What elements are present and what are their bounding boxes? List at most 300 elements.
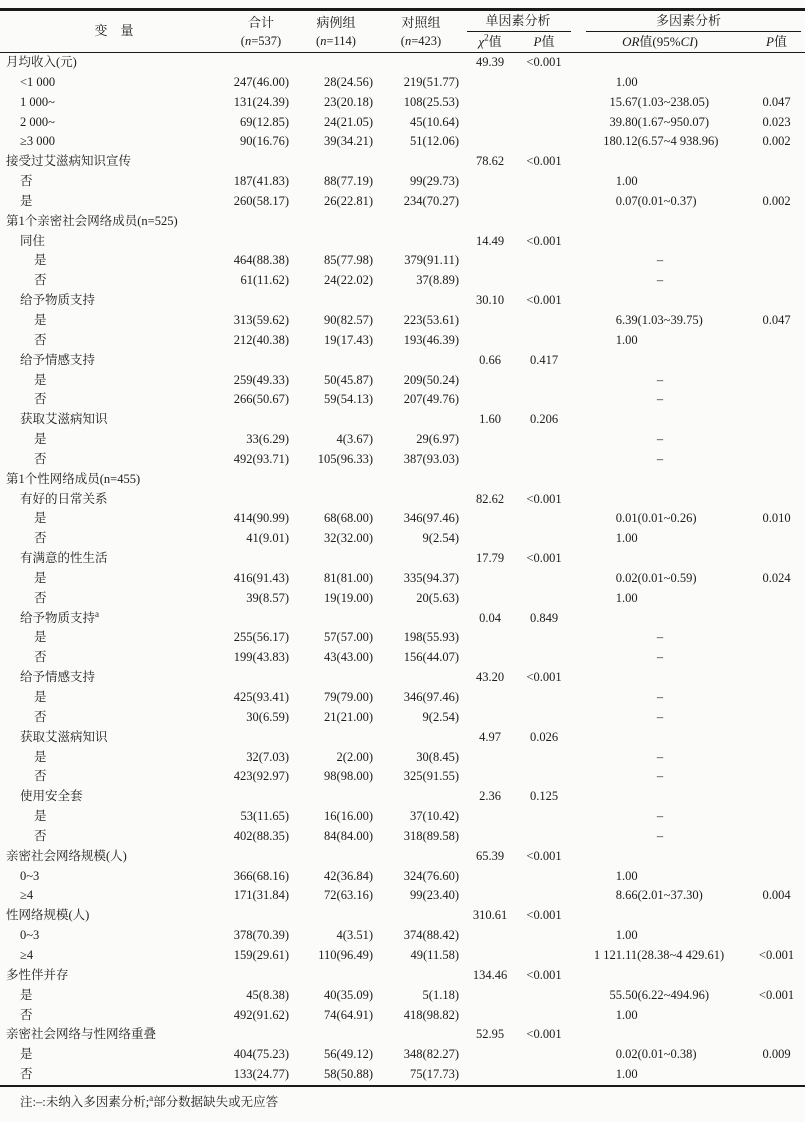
case-group-cell: 50(45.87)	[324, 372, 373, 387]
case-group-cell: 24(22.02)	[324, 273, 373, 288]
chi-square-cell	[464, 311, 516, 331]
header-row-groups	[0, 10, 805, 32]
chi-square-cell	[464, 450, 516, 470]
p-value-multivariate-cell	[748, 589, 805, 609]
row-label: 给予情感支持	[20, 352, 96, 367]
total-cell	[228, 232, 294, 252]
table-row	[0, 986, 805, 1006]
chi-square-cell: 310.61	[472, 908, 508, 923]
case-group-header-label: 病例组	[316, 14, 356, 30]
p-value-multivariate-cell	[748, 827, 805, 847]
control-group-cell: 387(93.03)	[403, 451, 459, 466]
p-value-univariate-cell	[516, 450, 572, 470]
or-95ci-cell: 15.67(1.03~238.05)	[609, 94, 709, 109]
or-95ci-cell	[572, 212, 748, 232]
control-group-cell: 49(11.58)	[410, 947, 459, 962]
row-label: 否	[34, 769, 47, 784]
p-value-univariate-cell: <0.001	[526, 551, 562, 566]
total-cell	[228, 410, 294, 430]
or-95ci-cell	[572, 549, 748, 569]
p-value-univariate-cell	[516, 192, 572, 212]
case-group-cell: 81(81.00)	[324, 570, 373, 585]
or-95ci-cell	[572, 232, 748, 252]
table-row	[0, 132, 805, 152]
case-group-cell: 58(50.88)	[324, 1067, 373, 1082]
p-value-multivariate-cell: 0.024	[762, 570, 791, 585]
or-95ci-cell	[572, 668, 748, 688]
case-group-cell: 16(16.00)	[324, 809, 373, 824]
case-group-cell: 19(17.43)	[324, 332, 373, 347]
p-value-multivariate-cell: 0.002	[762, 193, 791, 208]
p-value-univariate-cell: 0.849	[529, 610, 559, 625]
p-value-multivariate-cell: 0.002	[762, 134, 791, 149]
total-cell: 402(88.35)	[233, 828, 289, 843]
p-value-univariate-cell: <0.001	[526, 670, 562, 685]
control-group-cell: 30(8.45)	[416, 749, 459, 764]
case-group-cell: 4(3.67)	[336, 432, 373, 447]
table-row	[0, 728, 805, 748]
p-value-multivariate-cell	[748, 549, 805, 569]
total-cell: 41(9.01)	[246, 531, 289, 546]
or-95ci-cell	[572, 53, 748, 73]
table-row	[0, 232, 805, 252]
total-cell: 33(6.29)	[246, 432, 289, 447]
control-group-cell: 51(12.06)	[410, 134, 459, 149]
table-row	[0, 569, 805, 589]
p-value-multivariate-cell	[748, 1006, 805, 1026]
case-group-cell: 72(63.16)	[324, 888, 373, 903]
or-95ci-cell: 0.02(0.01~0.38)	[615, 1047, 697, 1062]
total-cell: 32(7.03)	[246, 749, 289, 764]
p-value-multivariate-cell	[748, 688, 805, 708]
or-95ci-cell: –	[656, 432, 664, 447]
p-value-multivariate-cell	[748, 470, 805, 490]
table-row	[0, 291, 805, 311]
row-label: 获取艾滋病知识	[20, 729, 108, 744]
case-group-cell: 79(79.00)	[324, 690, 373, 704]
control-group-cell	[378, 1025, 464, 1045]
row-label: 给予物质支持$^a$	[20, 608, 100, 625]
chi-square-cell	[464, 648, 516, 668]
control-group-cell	[378, 152, 464, 172]
control-group-cell: 20(5.63)	[416, 590, 459, 605]
total-cell: 247(46.00)	[233, 74, 289, 89]
control-group-cell: 207(49.76)	[403, 392, 459, 407]
chi-square-cell: 82.62	[475, 491, 505, 506]
chi-square-cell	[464, 470, 516, 490]
table-row	[0, 1065, 805, 1086]
control-group-cell: 99(23.40)	[410, 888, 459, 903]
col-header-control-group	[378, 10, 464, 53]
total-cell: 39(8.57)	[246, 590, 289, 605]
p-value-univariate-cell	[516, 271, 572, 291]
chi-square-cell	[464, 986, 516, 1006]
table-row	[0, 867, 805, 887]
control-group-cell: 37(8.89)	[416, 273, 459, 288]
row-label: 给予情感支持	[20, 670, 96, 685]
control-group-cell	[378, 232, 464, 252]
case-group-cell: 26(22.81)	[324, 193, 373, 208]
or-95ci-cell: –	[656, 690, 664, 704]
or-95ci-cell	[572, 490, 748, 510]
control-group-cell	[378, 966, 464, 986]
or-95ci-cell: –	[656, 392, 664, 407]
p-value-univariate-cell	[516, 886, 572, 906]
p-value-multivariate-cell	[748, 787, 805, 807]
total-cell	[228, 728, 294, 748]
control-group-cell	[378, 549, 464, 569]
case-group-cell	[294, 490, 378, 510]
p-value-multivariate-cell	[748, 271, 805, 291]
p-value-univariate-cell	[516, 589, 572, 609]
control-group-cell	[378, 728, 464, 748]
row-label: 亲密社会网络与性网络重叠	[6, 1027, 157, 1042]
table-row	[0, 53, 805, 73]
table-row	[0, 589, 805, 609]
p-value-multivariate-cell	[748, 966, 805, 986]
table-row	[0, 926, 805, 946]
p-value-univariate-cell	[516, 172, 572, 192]
p-value-multivariate-cell	[748, 73, 805, 93]
table-row	[0, 351, 805, 371]
p-value-multivariate-cell	[748, 152, 805, 172]
total-cell: 492(91.62)	[233, 1007, 289, 1022]
p-value-multivariate-cell	[748, 291, 805, 311]
table-row	[0, 1006, 805, 1026]
row-label: 有好的日常关系	[20, 491, 108, 506]
p-value-univariate-cell: <0.001	[526, 233, 562, 248]
p-value-univariate-cell: 0.417	[529, 352, 559, 367]
row-label: 是	[20, 193, 33, 208]
table-row	[0, 212, 805, 232]
p-value-multivariate-cell	[748, 172, 805, 192]
or-95ci-cell: 6.39(1.03~39.75)	[615, 312, 703, 327]
row-label: 接受过艾滋病知识宣传	[6, 154, 132, 169]
col-header-chi-square-value: $\chi^2$值	[464, 32, 516, 53]
multivariate-title: 多因素分析	[656, 13, 722, 28]
col-group-multivariate-analysis	[572, 10, 805, 32]
control-group-header-n: (n=423)	[400, 33, 442, 48]
table-row	[0, 529, 805, 549]
chi-square-cell	[464, 867, 516, 887]
p-value-multivariate-cell	[748, 668, 805, 688]
p-value-univariate-cell	[516, 529, 572, 549]
control-group-cell: 325(91.55)	[403, 769, 459, 784]
row-label: 0~3	[20, 868, 40, 883]
or-95ci-cell: 180.12(6.57~4 938.96)	[603, 134, 719, 149]
p-value-multivariate-cell	[748, 529, 805, 549]
p-value-univariate-cell	[516, 946, 572, 966]
row-label: 同住	[20, 233, 46, 248]
row-label: 月均收入(元)	[6, 55, 77, 69]
control-group-cell: 99(29.73)	[410, 174, 459, 189]
chi-square-cell: 65.39	[475, 848, 505, 863]
p-value-multivariate-cell	[748, 212, 805, 232]
p-value-univariate-cell	[516, 509, 572, 529]
row-label: 否	[34, 590, 47, 605]
row-label: 否	[34, 451, 47, 466]
control-group-cell: 156(44.07)	[403, 650, 459, 665]
or-95ci-cell	[572, 1025, 748, 1045]
table-row	[0, 787, 805, 807]
total-cell: 255(56.17)	[233, 630, 289, 645]
or-95ci-cell	[572, 966, 748, 986]
p-value-univariate-cell: <0.001	[526, 848, 562, 863]
case-group-cell: 28(24.56)	[324, 74, 373, 89]
control-group-cell: 374(88.42)	[403, 928, 459, 943]
or-95ci-cell	[572, 291, 748, 311]
total-cell	[228, 470, 294, 490]
or-95ci-cell: 0.07(0.01~0.37)	[615, 193, 697, 208]
total-cell: 492(93.71)	[233, 451, 289, 466]
row-label: 是	[34, 253, 47, 268]
table-row	[0, 946, 805, 966]
control-group-cell	[378, 53, 464, 73]
total-cell: 464(88.38)	[233, 253, 289, 268]
p-value-multivariate-cell: <0.001	[758, 947, 795, 962]
p-value-multivariate-cell	[748, 410, 805, 430]
chi-square-cell	[464, 529, 516, 549]
p-value-multivariate-cell	[748, 371, 805, 391]
p-value-multivariate-cell	[748, 430, 805, 450]
total-cell: 366(68.16)	[233, 868, 289, 883]
p-value-univariate-cell: <0.001	[526, 293, 562, 308]
p-value-multivariate-cell	[748, 232, 805, 252]
row-label: 是	[34, 809, 47, 824]
table-row	[0, 93, 805, 113]
total-header-n: (n=537)	[240, 33, 282, 48]
row-label: 否	[20, 1067, 33, 1082]
table-row	[0, 172, 805, 192]
case-group-cell: 42(36.84)	[324, 868, 373, 883]
chi-square-cell: 4.97	[479, 729, 501, 744]
p-value-univariate-cell	[516, 93, 572, 113]
chi-square-cell: 49.39	[475, 55, 505, 69]
or-95ci-cell	[572, 728, 748, 748]
p-value-multivariate-cell	[748, 748, 805, 768]
case-group-cell: 23(20.18)	[324, 94, 373, 109]
row-label: 是	[20, 1047, 33, 1062]
p-value-univariate-cell	[516, 390, 572, 410]
case-group-cell	[294, 966, 378, 986]
or-95ci-cell	[572, 351, 748, 371]
chi-square-cell: 17.79	[475, 551, 505, 566]
col-header-or-95ci: OR值(95%CI)	[572, 32, 748, 53]
p-value-univariate-cell: 0.026	[529, 729, 559, 744]
p-value-univariate-cell	[516, 708, 572, 728]
p-value-univariate-cell: <0.001	[526, 154, 562, 169]
row-label: 使用安全套	[20, 789, 83, 804]
p-value-univariate-cell	[516, 767, 572, 787]
control-group-cell: 324(76.60)	[403, 868, 459, 883]
row-label: 是	[34, 570, 47, 585]
p-value-univariate-cell: <0.001	[526, 55, 562, 69]
control-group-cell: 108(25.53)	[403, 94, 459, 109]
case-group-cell: 90(82.57)	[324, 312, 373, 327]
chi-square-cell	[464, 113, 516, 133]
or-95ci-cell: 1.00	[615, 590, 638, 605]
stats-table	[0, 8, 805, 1087]
table-row	[0, 847, 805, 867]
control-group-cell	[378, 847, 464, 867]
row-label: 是	[34, 749, 47, 764]
row-label: 否	[34, 332, 47, 347]
case-group-cell: 68(68.00)	[324, 511, 373, 526]
total-cell: 313(59.62)	[233, 312, 289, 327]
chi-square-cell	[464, 212, 516, 232]
total-cell: 199(43.83)	[233, 650, 289, 665]
control-group-cell: 9(2.54)	[422, 709, 459, 724]
p-value-multivariate-cell	[748, 708, 805, 728]
total-cell	[228, 549, 294, 569]
p-value-multivariate-cell	[748, 450, 805, 470]
total-cell: 212(40.38)	[233, 332, 289, 347]
total-cell: 30(6.59)	[246, 709, 289, 724]
total-cell: 171(31.84)	[233, 888, 289, 903]
chi-square-cell: 43.20	[475, 670, 505, 685]
p-value-multivariate-cell	[748, 609, 805, 629]
table-row	[0, 371, 805, 391]
p-value-univariate-cell	[516, 430, 572, 450]
table-row	[0, 807, 805, 827]
chi-square-cell	[464, 93, 516, 113]
control-group-cell: 318(89.58)	[403, 828, 459, 843]
total-cell	[228, 1025, 294, 1045]
chi-square-cell	[464, 628, 516, 648]
table-row	[0, 1045, 805, 1065]
col-header-p-value-univariate: P值	[516, 32, 572, 53]
chi-square-cell	[464, 192, 516, 212]
or-95ci-cell: 1 121.11(28.38~4 429.61)	[593, 947, 725, 962]
p-value-univariate-cell: <0.001	[526, 491, 562, 506]
row-label: 有满意的性生活	[20, 551, 108, 566]
p-value-univariate-cell	[516, 986, 572, 1006]
case-group-cell	[294, 212, 378, 232]
or-95ci-cell: 1.00	[615, 332, 638, 347]
chi-square-cell	[464, 331, 516, 351]
control-group-header-label: 对照组	[401, 14, 441, 30]
total-cell: 133(24.77)	[233, 1067, 289, 1082]
table-row	[0, 410, 805, 430]
control-group-cell	[378, 212, 464, 232]
control-group-cell: 198(55.93)	[403, 630, 459, 645]
total-cell	[228, 212, 294, 232]
p-value-multivariate-cell: 0.047	[762, 312, 791, 327]
chi-square-cell: 14.49	[475, 233, 505, 248]
chi-square-cell	[464, 886, 516, 906]
p-value-univariate-cell	[516, 73, 572, 93]
control-group-cell	[378, 291, 464, 311]
total-cell	[228, 351, 294, 371]
row-label: ≥4	[20, 888, 34, 903]
p-value-univariate-cell	[516, 331, 572, 351]
p-value-univariate-cell	[516, 688, 572, 708]
row-label: 是	[34, 372, 47, 387]
case-group-cell: 56(49.12)	[324, 1047, 373, 1062]
table-row	[0, 450, 805, 470]
control-group-cell: 223(53.61)	[403, 312, 459, 327]
p-value-univariate-cell	[516, 311, 572, 331]
row-label: 性网络规模(人)	[6, 908, 90, 923]
variable-header-label: 变 量	[94, 23, 134, 39]
control-group-cell: 219(51.77)	[403, 74, 459, 89]
row-label: 否	[34, 828, 47, 843]
total-header-label: 合计	[247, 14, 274, 30]
p-value-multivariate-cell	[748, 728, 805, 748]
table-row	[0, 708, 805, 728]
table-row	[0, 886, 805, 906]
control-group-cell	[378, 410, 464, 430]
or-95ci-cell: 1.00	[615, 531, 638, 546]
chi-square-cell	[464, 748, 516, 768]
p-value-multivariate-cell	[748, 331, 805, 351]
p-value-univariate-cell	[516, 1065, 572, 1086]
chi-square-cell: 0.04	[479, 610, 501, 625]
total-cell: 61(11.62)	[240, 273, 289, 288]
table-row	[0, 509, 805, 529]
chi-square-cell	[464, 827, 516, 847]
or-95ci-cell: 39.80(1.67~950.07)	[609, 114, 709, 129]
p-value-multivariate-cell	[748, 906, 805, 926]
row-label: 0~3	[20, 928, 40, 943]
col-header-case-group	[294, 10, 378, 53]
or-95ci-cell: –	[656, 749, 664, 764]
p-value-univariate-cell	[516, 113, 572, 133]
row-label: <1 000	[20, 74, 56, 89]
p-value-multivariate-cell: 0.047	[762, 94, 791, 109]
row-label: 否	[34, 531, 47, 546]
or-95ci-cell: 8.66(2.01~37.30)	[615, 888, 703, 903]
table-row	[0, 688, 805, 708]
case-group-cell: 24(21.05)	[324, 114, 373, 129]
control-group-cell: 379(91.11)	[404, 253, 459, 268]
or-95ci-cell: 0.02(0.01~0.59)	[615, 570, 697, 585]
p-value-univariate-cell	[516, 827, 572, 847]
total-cell: 69(12.85)	[240, 114, 289, 129]
p-value-multivariate-cell	[748, 807, 805, 827]
total-cell	[228, 490, 294, 510]
chi-square-cell: 78.62	[475, 154, 505, 169]
control-group-cell: 29(6.97)	[416, 432, 459, 447]
row-label: 1 000~	[20, 94, 55, 109]
p-value-univariate-cell	[516, 212, 572, 232]
or-95ci-cell: 0.01(0.01~0.26)	[615, 511, 697, 526]
total-cell: 423(92.97)	[233, 769, 289, 784]
chi-square-cell	[464, 926, 516, 946]
row-label: 第1个性网络成员(n=455)	[6, 471, 141, 486]
chi-square-cell: 2.36	[479, 789, 501, 804]
chi-square-cell: 52.95	[475, 1027, 505, 1042]
control-group-cell: 209(50.24)	[403, 372, 459, 387]
col-group-univariate-analysis	[464, 10, 572, 32]
case-group-cell: 40(35.09)	[324, 987, 373, 1002]
total-cell: 53(11.65)	[240, 809, 289, 824]
chi-square-cell	[464, 1065, 516, 1086]
or-95ci-cell	[572, 787, 748, 807]
case-group-cell	[294, 470, 378, 490]
chi-square-cell	[464, 1045, 516, 1065]
control-group-cell: 9(2.54)	[422, 531, 459, 546]
table-header	[0, 10, 805, 53]
chi-square-cell	[464, 132, 516, 152]
total-cell	[228, 966, 294, 986]
univariate-title: 单因素分析	[485, 13, 551, 28]
control-group-cell	[378, 351, 464, 371]
or-95ci-cell: 1.00	[615, 74, 638, 89]
row-label: 否	[34, 273, 47, 288]
p-value-univariate-cell	[516, 1045, 572, 1065]
chi-square-cell	[464, 251, 516, 271]
